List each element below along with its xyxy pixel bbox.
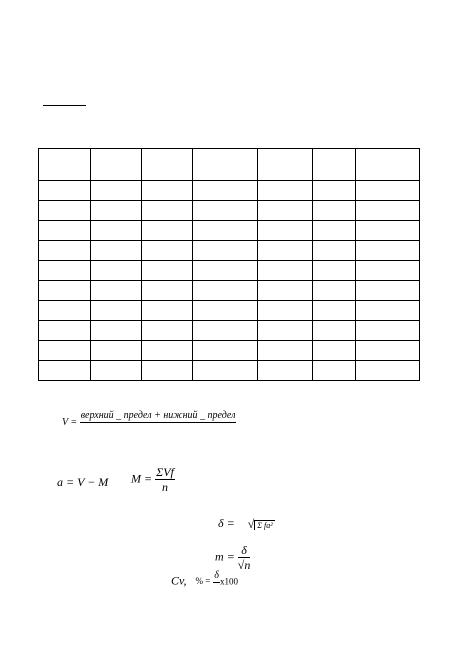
table-cell (193, 261, 258, 281)
table-cell (39, 241, 91, 261)
table-cell (313, 341, 356, 361)
table-cell (356, 241, 420, 261)
table-cell (193, 149, 258, 181)
table-row (39, 301, 420, 321)
table-cell (39, 149, 91, 181)
table-cell (39, 201, 91, 221)
formula-error (215, 544, 250, 571)
table-cell (313, 261, 356, 281)
formula-mean-lhs: M = (131, 471, 153, 486)
formula-mean-numerator: ΣVf (156, 465, 174, 479)
table-cell (356, 321, 420, 341)
table-header-row (39, 149, 420, 181)
table-cell (91, 149, 142, 181)
formula-error-denominator (238, 558, 251, 571)
formula-sigma-sqrt (248, 518, 275, 530)
formula-cv-lhs: Cv, (171, 573, 187, 588)
formula-midpoint (62, 411, 236, 434)
table-row (39, 201, 420, 221)
table-cell (193, 241, 258, 261)
sqrt-sign-icon: √ (247, 517, 255, 532)
formula-cv-unit: % = (195, 576, 211, 587)
table-cell (356, 341, 420, 361)
formula-cv-numerator: δ (214, 570, 219, 581)
table-row (39, 241, 420, 261)
table-cell (142, 221, 193, 241)
table-cell (39, 261, 91, 281)
formula-error-lhs: m = (215, 549, 235, 564)
table-cell (258, 281, 313, 301)
table-cell (39, 281, 91, 301)
table-cell (258, 149, 313, 181)
formula-deviation-text: a = V − M (57, 475, 109, 489)
table-cell (313, 181, 356, 201)
table-cell (91, 341, 142, 361)
table-cell (142, 341, 193, 361)
table-cell (193, 341, 258, 361)
table-row (39, 281, 420, 301)
table-cell (313, 361, 356, 381)
formula-mean-fraction (155, 466, 175, 493)
table-cell (193, 221, 258, 241)
table-cell (91, 221, 142, 241)
table-cell (258, 361, 313, 381)
table-cell (313, 321, 356, 341)
formula-sigma-radicand: Σ fa² (254, 520, 274, 530)
formula-error-numerator: δ (238, 544, 251, 558)
table-cell (39, 181, 91, 201)
table-cell (356, 201, 420, 221)
table-cell (313, 301, 356, 321)
table-cell (91, 281, 142, 301)
table-cell (142, 361, 193, 381)
formula-midpoint-fraction (80, 411, 237, 434)
formula-error-fraction (238, 544, 251, 571)
formula-midpoint-numerator: верхний _ предел + нижний _ предел (80, 410, 236, 421)
table-cell (193, 201, 258, 221)
table-cell (258, 221, 313, 241)
formula-cv (171, 571, 238, 592)
table-cell (39, 221, 91, 241)
table-cell (193, 301, 258, 321)
table-cell (91, 201, 142, 221)
table-row (39, 361, 420, 381)
formula-error-radicand: n (244, 558, 251, 572)
sqrt-sign-icon: √ (237, 558, 245, 572)
table-cell (39, 301, 91, 321)
table-cell (39, 341, 91, 361)
table-cell (193, 181, 258, 201)
table-row (39, 261, 420, 281)
table-cell (91, 261, 142, 281)
table-cell (142, 149, 193, 181)
table-cell (356, 149, 420, 181)
table-cell (142, 261, 193, 281)
table-row (39, 341, 420, 361)
table-cell (313, 221, 356, 241)
formula-cv-suffix: x100 (219, 576, 238, 587)
table-cell (356, 261, 420, 281)
formula-deviation (57, 476, 108, 488)
table-cell (258, 341, 313, 361)
table-cell (356, 281, 420, 301)
table-cell (313, 201, 356, 221)
table-cell (91, 301, 142, 321)
table-cell (356, 181, 420, 201)
table-cell (39, 361, 91, 381)
table-cell (258, 201, 313, 221)
table-cell (258, 301, 313, 321)
formula-cv-fraction (213, 571, 220, 592)
data-table (38, 148, 420, 381)
table-cell (258, 181, 313, 201)
table-cell (193, 361, 258, 381)
table-cell (91, 361, 142, 381)
formula-mean (131, 466, 175, 493)
table-cell (356, 361, 420, 381)
formula-mean-denominator: n (161, 480, 168, 494)
table-cell (142, 301, 193, 321)
table-cell (39, 321, 91, 341)
table-cell (142, 181, 193, 201)
table-row (39, 221, 420, 241)
table-cell (193, 281, 258, 301)
table-cell (258, 321, 313, 341)
formula-cv-denominator (213, 583, 220, 592)
formula-midpoint-lhs: V = (62, 416, 78, 428)
short-underline (43, 105, 86, 106)
table-cell (258, 261, 313, 281)
table-cell (193, 321, 258, 341)
formula-sigma (218, 517, 275, 530)
table-row (39, 321, 420, 341)
table-cell (313, 149, 356, 181)
table-cell (356, 221, 420, 241)
table-cell (142, 321, 193, 341)
table-cell (142, 281, 193, 301)
table-cell (142, 201, 193, 221)
table-row (39, 181, 420, 201)
table-cell (313, 281, 356, 301)
table-cell (91, 321, 142, 341)
table-cell (91, 181, 142, 201)
formula-sigma-lhs: δ = (218, 516, 235, 530)
table-cell (142, 241, 193, 261)
table-cell (313, 241, 356, 261)
table-cell (91, 241, 142, 261)
table-cell (258, 241, 313, 261)
table-cell (356, 301, 420, 321)
